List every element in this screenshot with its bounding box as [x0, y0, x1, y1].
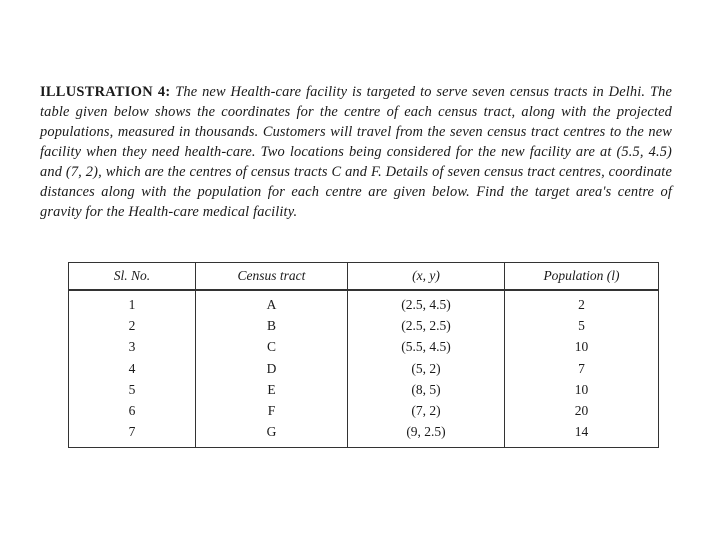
- cell-coordinates: (8, 5): [348, 379, 505, 400]
- census-tract-table: [68, 262, 659, 448]
- cell-census-tract: B: [196, 315, 348, 336]
- header-population: Population (l): [505, 263, 659, 291]
- cell-population: 10: [505, 379, 659, 400]
- cell-census-tract: G: [196, 422, 348, 448]
- cell-population: 5: [505, 315, 659, 336]
- cell-census-tract: F: [196, 400, 348, 421]
- cell-sl-no: 6: [69, 400, 196, 421]
- table-row: [69, 379, 659, 400]
- cell-coordinates: (2.5, 2.5): [348, 315, 505, 336]
- illustration-paragraph: [40, 82, 672, 222]
- cell-census-tract: C: [196, 337, 348, 358]
- cell-sl-no: 7: [69, 422, 196, 448]
- cell-population: 7: [505, 358, 659, 379]
- cell-coordinates: (9, 2.5): [348, 422, 505, 448]
- cell-population: 2: [505, 290, 659, 315]
- cell-census-tract: E: [196, 379, 348, 400]
- illustration-text: The new Health-care facility is targeted to serve seven census tracts in Delhi. The table given below shows the coordinates for the centre of each census tract, along with the projected populations, measured in thousands. Customers will travel from the seven census tract centres to the new facility when they need health-care. Two locations being considered for the new facility are at (5.5, 4.5) and (7, 2), which are the centres of census tracts C and F. Details of seven census tract centres, coordinate distances along with the population for each centre are given below. Find the target area's centre of gravity for the Health-care medical facility.: [40, 84, 672, 221]
- illustration-heading: ILLUSTRATION 4:: [40, 84, 171, 101]
- table-header-row: [69, 263, 659, 291]
- cell-sl-no: 2: [69, 315, 196, 336]
- cell-sl-no: 4: [69, 358, 196, 379]
- header-sl-no: Sl. No.: [69, 263, 196, 291]
- cell-census-tract: D: [196, 358, 348, 379]
- cell-population: 10: [505, 337, 659, 358]
- table-row: [69, 400, 659, 421]
- cell-sl-no: 1: [69, 290, 196, 315]
- cell-sl-no: 3: [69, 337, 196, 358]
- cell-coordinates: (5, 2): [348, 358, 505, 379]
- table-row: [69, 315, 659, 336]
- cell-sl-no: 5: [69, 379, 196, 400]
- cell-coordinates: (2.5, 4.5): [348, 290, 505, 315]
- cell-population: 20: [505, 400, 659, 421]
- table-row: [69, 358, 659, 379]
- cell-coordinates: (5.5, 4.5): [348, 337, 505, 358]
- cell-coordinates: (7, 2): [348, 400, 505, 421]
- cell-census-tract: A: [196, 290, 348, 315]
- header-census-tract: Census tract: [196, 263, 348, 291]
- table-row: [69, 422, 659, 448]
- cell-population: 14: [505, 422, 659, 448]
- table-row: [69, 337, 659, 358]
- table-row: [69, 290, 659, 315]
- header-coordinates: (x, y): [348, 263, 505, 291]
